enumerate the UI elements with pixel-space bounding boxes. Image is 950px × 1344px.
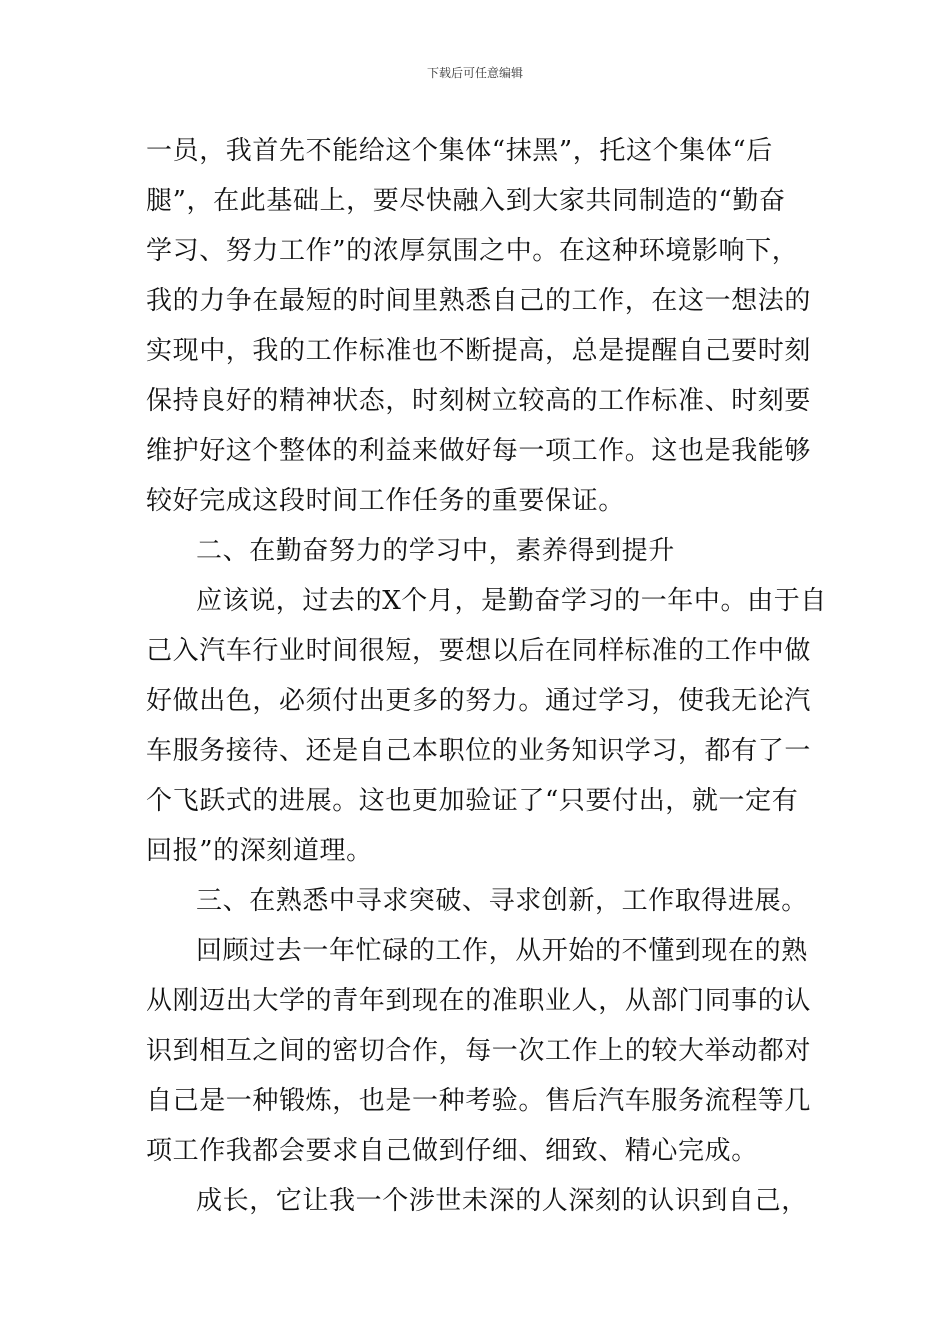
text-line: 学习、努力工作”的浓厚氛围之中。在这种环境影响下， [146, 236, 799, 266]
text-line: 车服务接待、还是自己本职位的业务知识学习，都有了一 [146, 736, 812, 766]
text-line: 识到相互之间的密切合作，每一次工作上的较大举动都对 [146, 1036, 812, 1066]
text-line: 一员，我首先不能给这个集体“抹黑”，托这个集体“后 [146, 136, 773, 166]
text-line: 我的力争在最短的时间里熟悉自己的工作，在这一想法的 [146, 286, 812, 316]
text-line: 保持良好的精神状态，时刻树立较高的工作标准、时刻要 [146, 386, 812, 416]
text-line: 腿”，在此基础上，要尽快融入到大家共同制造的“勤奋 [146, 186, 786, 216]
text-line: 好做出色，必须付出更多的努力。通过学习，使我无论汽 [146, 686, 812, 716]
text-line: 个飞跃式的进展。这也更加验证了“只要付出，就一定有 [146, 786, 799, 816]
text-line: 自己是一种锻炼，也是一种考验。售后汽车服务流程等几 [146, 1086, 812, 1116]
section-heading: 二、在勤奋努力的学习中，素养得到提升 [196, 536, 675, 566]
text-line: 应该说，过去的X个月，是勤奋学习的一年中。由于自 [196, 586, 827, 616]
page-header: 下载后可任意编辑 [426, 66, 523, 80]
text-line: 维护好这个整体的利益来做好每一项工作。这也是我能够 [146, 436, 812, 466]
text-line: 己入汽车行业时间很短，要想以后在同样标准的工作中做 [146, 636, 812, 666]
text-line: 较好完成这段时间工作任务的重要保证。 [146, 486, 625, 516]
text-line: 从刚迈出大学的青年到现在的准职业人，从部门同事的认 [146, 986, 812, 1016]
text-line: 成长，它让我一个涉世未深的人深刻的认识到自己， [196, 1186, 808, 1216]
text-line: 回报”的深刻道理。 [146, 836, 373, 866]
section-heading: 三、在熟悉中寻求突破、寻求创新，工作取得进展。 [196, 886, 808, 916]
text-line: 实现中，我的工作标准也不断提高，总是提醒自己要时刻 [146, 336, 812, 366]
text-line: 回顾过去一年忙碌的工作，从开始的不懂到现在的熟 [196, 936, 808, 966]
text-line: 项工作我都会要求自己做到仔细、细致、精心完成。 [146, 1136, 758, 1166]
